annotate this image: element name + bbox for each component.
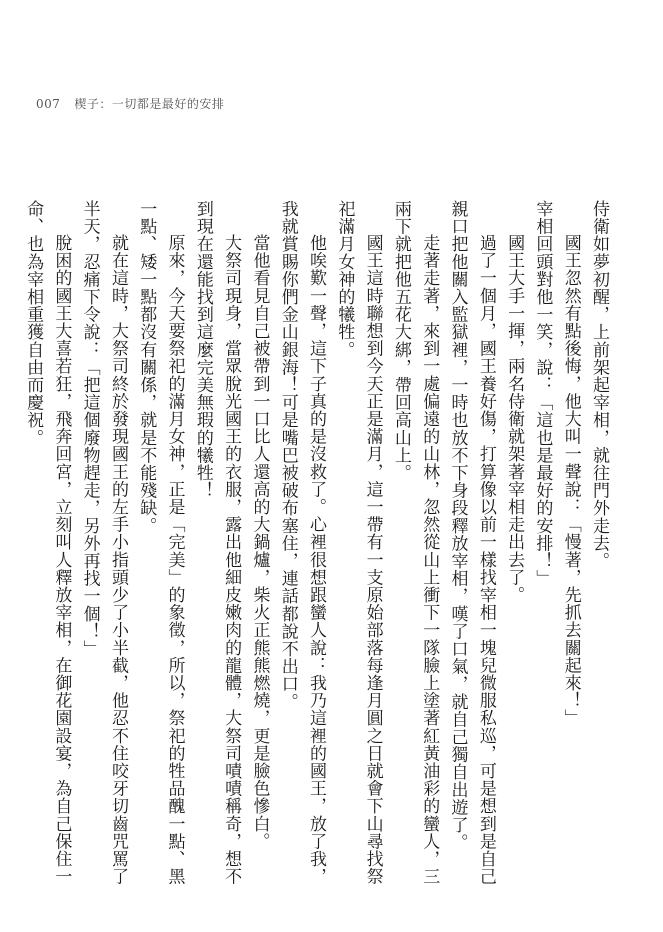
paragraph: 國王這時聯想到今天正是滿月，這一帶有一支原始部落每逢月圓之日就會下山尋找祭祀滿月女神的犧牲。 bbox=[334, 200, 383, 886]
page-number: 007 bbox=[36, 97, 61, 111]
paragraph: 過了一個月，國王養好傷，打算像以前一樣找宰相一塊兒微服私巡，可是想到是自己親口把他關入監獄裡，一時也放不下身段釋放宰相，嘆了口氣，就自己獨自出遊了。 bbox=[447, 200, 496, 886]
paragraph: 侍衛如夢初醒，上前架起宰相，就往門外走去。 bbox=[589, 200, 609, 570]
paragraph: 國王忽然有點後悔，他大叫一聲說：「慢著，先抓去關起來！」 bbox=[560, 234, 581, 727]
running-header bbox=[36, 95, 224, 112]
paragraph: 他唉歎一聲，這下子真的是沒救了。心裡很想跟蠻人說：我乃這裡的國王，放了我，我就賞賜你們金山銀海！可是嘴巴被破布塞住，連話都說不出口。 bbox=[277, 200, 327, 886]
paragraph: 宰相回頭對他一笑，說：「這也是最好的安排！」 bbox=[532, 200, 553, 588]
paragraph: 當他看見自己被帶到一口比人還高的大鍋爐，柴火正熊熊燃燒，更是臉色慘白。 bbox=[249, 234, 270, 850]
paragraph: 原來，今天要祭祀的滿月女神，正是「完美」的象徵，所以，祭祀的牲品醜一點、黑一點、矮一點都沒有關係，就是不能殘缺。 bbox=[136, 200, 185, 886]
paragraph: 走著走著，來到一處偏遠的山林，忽然從山上衝下一隊臉上塗著紅黃油彩的蠻人，三兩下就把他五花大綁，帶回高山上。 bbox=[390, 200, 440, 886]
running-title: 楔子：一切都是最好的安排 bbox=[74, 97, 225, 111]
paragraph: 就在這時，大祭司終於發現國王的左手小指頭少了小半截，他忍不住咬牙切齒咒罵了半天，忍痛下令說：「把這個廢物趕走，另外再找一個！」 bbox=[79, 200, 128, 886]
body-text bbox=[23, 200, 613, 900]
paragraph: 國王大手一揮，兩名侍衛就架著宰相走出去了。 bbox=[504, 234, 525, 604]
paragraph: 大祭司現身，當眾脫光國王的衣服，露出他細皮嫩肉的龍體，大祭司嘖嘖稱奇，想不到現在還能找到這麼完美無瑕的犧牲！ bbox=[192, 200, 242, 886]
paragraph: 脫困的國王大喜若狂，飛奔回宮，立刻叫人釋放宰相，在御花園設宴，為自己保住一命、也為宰相重獲自由而慶祝。 bbox=[23, 200, 72, 886]
